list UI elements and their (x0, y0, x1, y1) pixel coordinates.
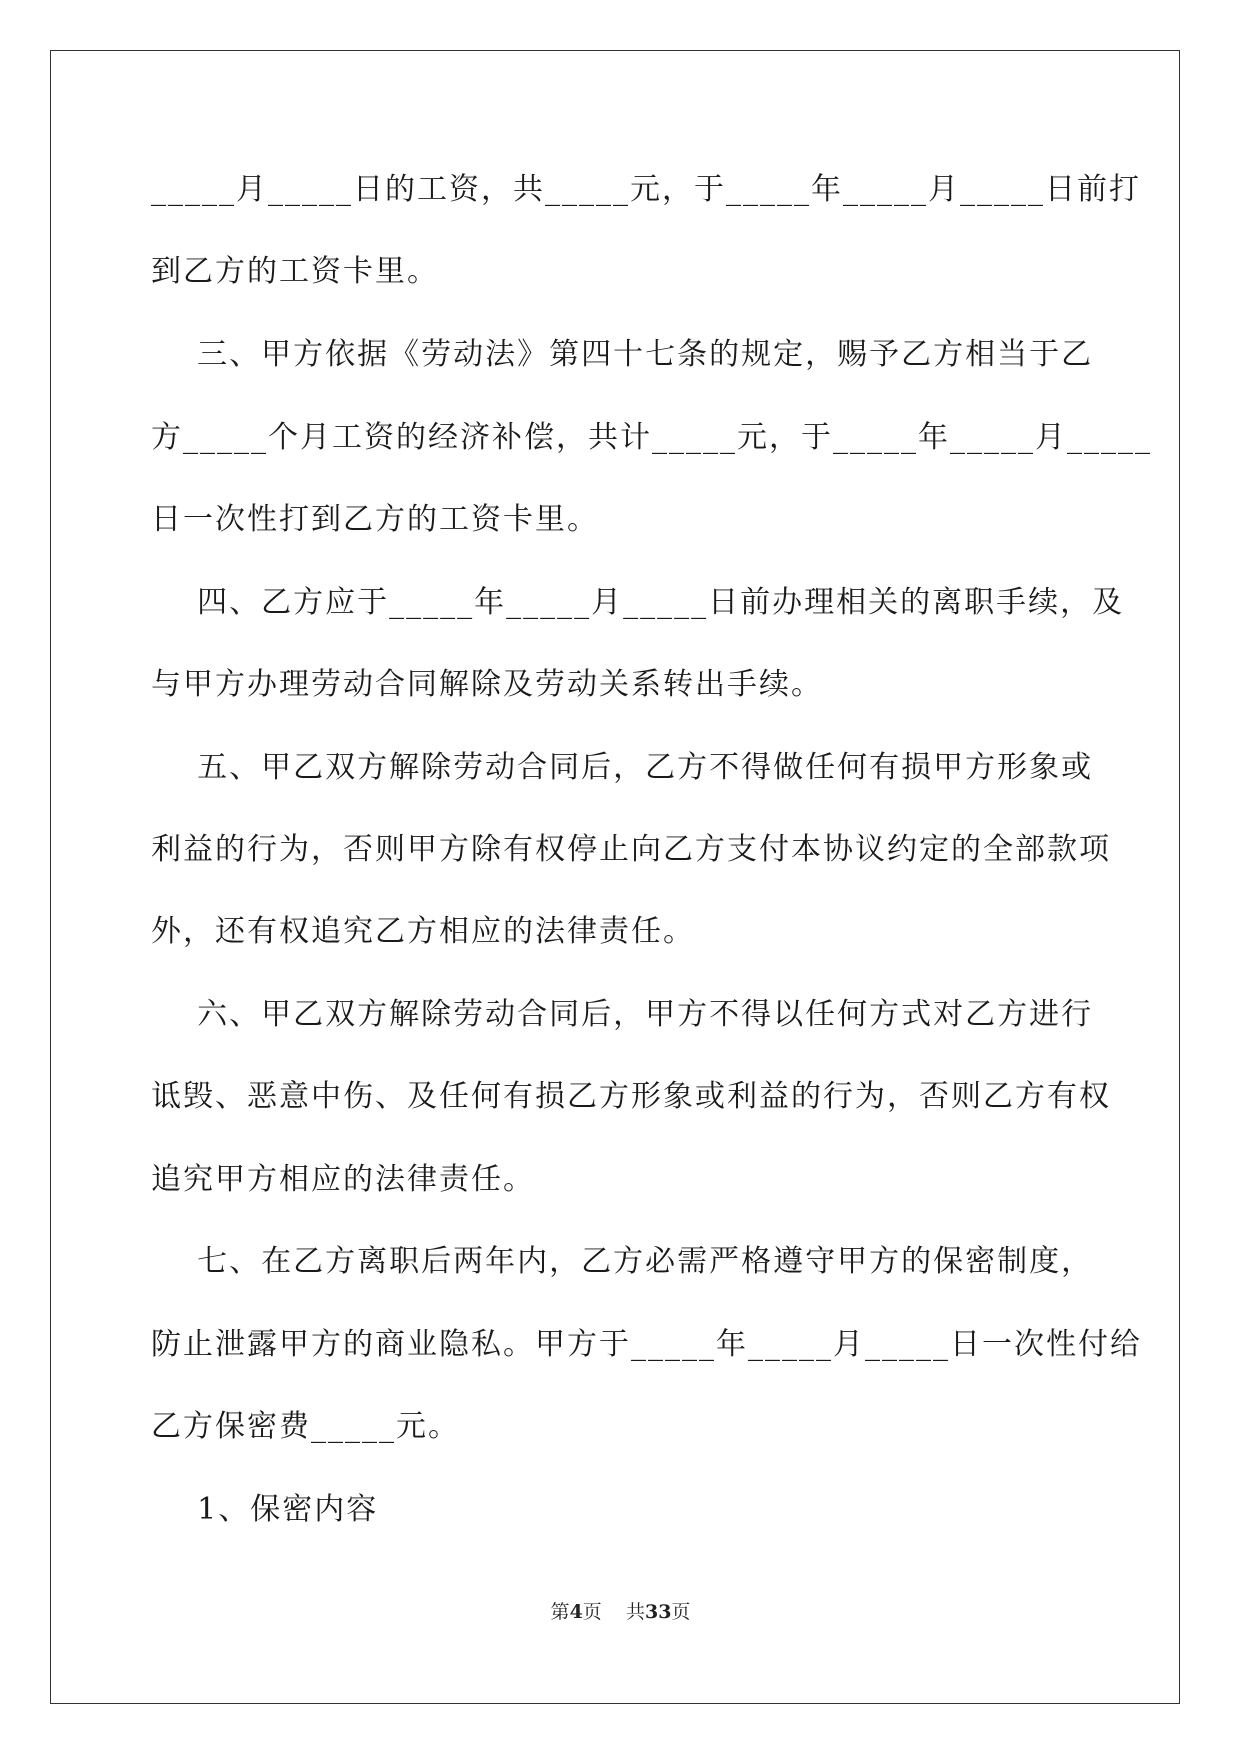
text-line: 五、甲乙双方解除劳动合同后，乙方不得做任何有损甲方形象或 (151, 750, 1094, 785)
text-line: 1、保密内容 (151, 1492, 379, 1527)
current-page-number: 4 (569, 1601, 583, 1623)
text-line: 方_____个月工资的经济补偿，共计_____元，于_____年_____月_____ (151, 420, 1152, 455)
total-page-count: 33 (644, 1601, 672, 1623)
text-line: 六、甲乙双方解除劳动合同后，甲方不得以任何方式对乙方进行 (151, 997, 1094, 1032)
text-line: 追究甲方相应的法律责任。 (151, 1162, 535, 1197)
text-line: 乙方保密费_____元。 (151, 1409, 460, 1444)
footer-suffix: 页 (671, 1601, 691, 1623)
page-border (50, 50, 1180, 1704)
footer-mid: 页 共 (582, 1601, 645, 1623)
text-line: _____月_____日的工资，共_____元，于_____年_____月_____日前打 (151, 172, 1141, 207)
text-line: 与甲方办理劳动合同解除及劳动关系转出手续。 (151, 667, 823, 702)
text-line: 三、甲方依据《劳动法》第四十七条的规定，赐予乙方相当于乙 (151, 337, 1094, 372)
text-line: 外，还有权追究乙方相应的法律责任。 (151, 914, 695, 949)
page-footer (0, 1599, 1241, 1625)
text-line: 诋毁、恶意中伤、及任何有损乙方形象或利益的行为，否则乙方有权 (151, 1079, 1111, 1114)
text-line: 到乙方的工资卡里。 (151, 254, 439, 289)
text-line: 防止泄露甲方的商业隐私。甲方于_____年_____月_____日一次性付给 (151, 1327, 1142, 1362)
text-line: 七、在乙方离职后两年内，乙方必需严格遵守甲方的保密制度， (151, 1244, 1094, 1279)
footer-prefix: 第 (550, 1601, 570, 1623)
text-line: 利益的行为，否则甲方除有权停止向乙方支付本协议约定的全部款项 (151, 832, 1111, 867)
text-line: 四、乙方应于_____年_____月_____日前办理相关的离职手续，及 (151, 585, 1125, 620)
text-line: 日一次性打到乙方的工资卡里。 (151, 502, 599, 537)
